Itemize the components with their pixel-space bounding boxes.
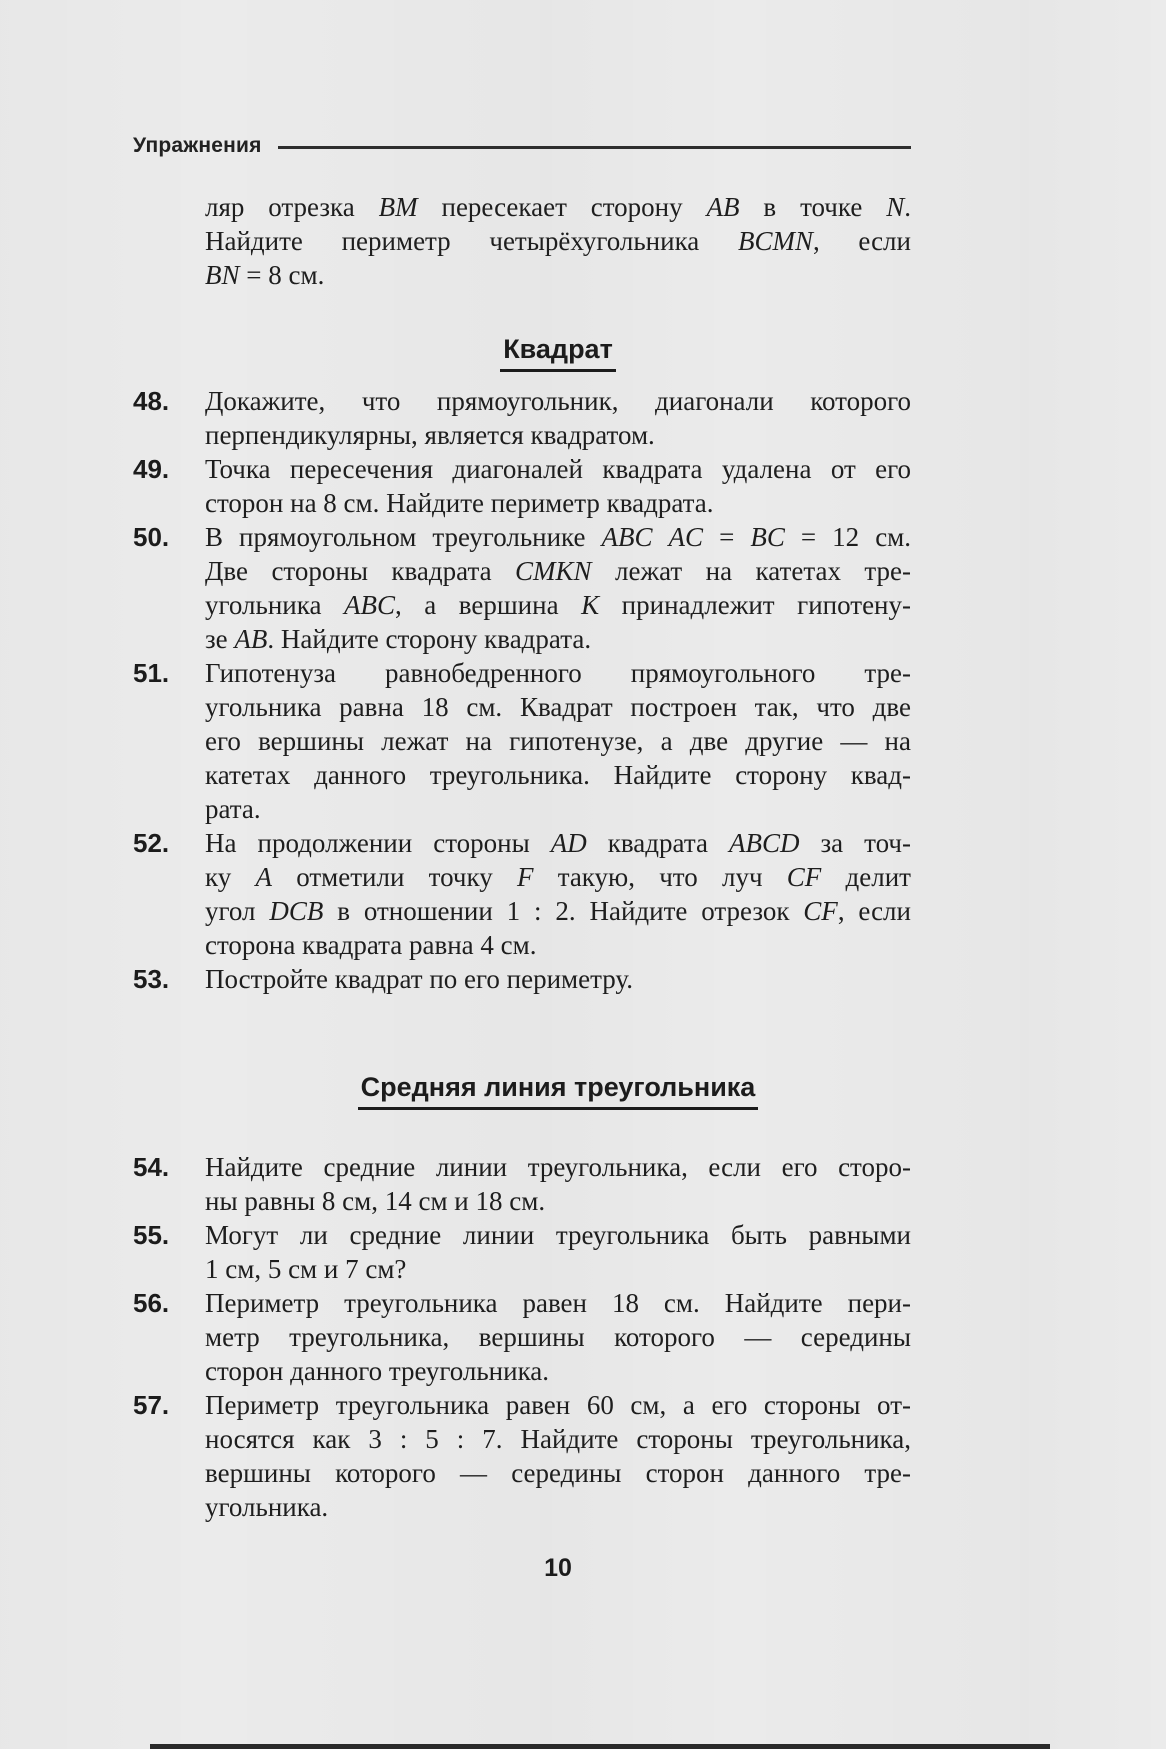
problem-number: 55. <box>133 1220 170 1250</box>
problem-list-srednyaya-liniya <box>133 1150 911 1524</box>
problem-49 <box>133 452 911 520</box>
text-line: его вершины лежат на гипотенузе, а две другие — на <box>205 726 911 756</box>
text-line: сторон на 8 см. Найдите периметр квадрата. <box>205 488 714 518</box>
page-header <box>133 134 911 158</box>
textbook-page <box>133 134 911 1583</box>
section-title-kvadrat <box>205 334 911 372</box>
problem-56 <box>133 1286 911 1388</box>
problem-text <box>205 520 911 656</box>
problem-48 <box>133 384 911 452</box>
problem-text <box>205 1286 911 1388</box>
text-line: угольника равна 18 см. Квадрат построен так, что две <box>205 692 911 722</box>
text-line: метр треугольника, вершины которого — середины <box>205 1322 911 1352</box>
problem-57 <box>133 1388 911 1524</box>
text-line: Периметр треугольника равен 18 см. Найдите пери- <box>205 1288 911 1318</box>
problem-number: 56. <box>133 1288 170 1318</box>
text-line: Могут ли средние линии треугольника быть равными <box>205 1220 911 1250</box>
problem-text <box>205 1150 911 1218</box>
text-line: В прямоугольном треугольнике ABC AC = BC = 12 см. <box>205 522 912 552</box>
problem-51 <box>133 656 911 826</box>
problem-text <box>205 1218 911 1286</box>
text-line: Найдите периметр четырёхугольника BCMN, если <box>205 226 911 256</box>
problem-55 <box>133 1218 911 1286</box>
text-line: Докажите, что прямоугольник, диагонали которого <box>205 386 911 416</box>
text-line: сторона квадрата равна 4 см. <box>205 930 537 960</box>
intro-paragraph <box>205 190 911 292</box>
text-line: катетах данного треугольника. Найдите сторону квад- <box>205 760 911 790</box>
header-rule <box>278 146 911 149</box>
text-line: Найдите средние линии треугольника, если его сторо- <box>205 1152 911 1182</box>
problem-number: 51. <box>133 658 170 688</box>
text-line: носятся как 3 : 5 : 7. Найдите стороны треугольника, <box>205 1424 911 1454</box>
problem-text <box>205 962 911 996</box>
page-number: 10 <box>544 1554 572 1582</box>
problem-54 <box>133 1150 911 1218</box>
text-line: перпендикулярны, является квадратом. <box>205 420 655 450</box>
section-title-text: Средняя линия треугольника <box>358 1072 759 1110</box>
problem-number: 57. <box>133 1390 170 1420</box>
text-line: Постройте квадрат по его периметру. <box>205 964 633 994</box>
problem-52 <box>133 826 911 962</box>
text-line: BN = 8 см. <box>205 260 325 290</box>
text-line: Две стороны квадрата CMKN лежат на катетах тре- <box>205 556 912 586</box>
text-line: угольника. <box>205 1492 329 1522</box>
text-line: сторон данного треугольника. <box>205 1356 550 1386</box>
page-header-label: Упражнения <box>133 134 262 157</box>
text-line: зе AB. Найдите сторону квадрата. <box>205 624 592 654</box>
text-line: На продолжении стороны AD квадрата ABCD за точ- <box>205 828 912 858</box>
text-line: ку A отметили точку F такую, что луч CF делит <box>205 862 911 892</box>
problem-53 <box>133 962 911 996</box>
section-title-text: Квадрат <box>500 334 616 372</box>
problem-text <box>205 452 911 520</box>
text-line: рата. <box>205 794 261 824</box>
problem-number: 49. <box>133 454 170 484</box>
text-line: угол DCB в отношении 1 : 2. Найдите отрезок CF, если <box>205 896 911 926</box>
text-line: Гипотенуза равнобедренного прямоугольного тре- <box>205 658 911 688</box>
problem-number: 52. <box>133 828 170 858</box>
text-line: ляр отрезка BM пересекает сторону AB в точке N. <box>205 192 911 222</box>
problem-number: 48. <box>133 386 170 416</box>
section-title-srednyaya-liniya <box>205 1072 911 1110</box>
problem-text <box>205 656 911 826</box>
text-line: вершины которого — середины сторон данного тре- <box>205 1458 911 1488</box>
problem-text <box>205 826 911 962</box>
scan-edge-artifact <box>150 1744 1050 1749</box>
problem-number: 54. <box>133 1152 170 1182</box>
problem-list-kvadrat <box>133 384 911 996</box>
text-line: угольника ABC, а вершина K принадлежит гипотену- <box>205 590 911 620</box>
text-line: 1 см, 5 см и 7 см? <box>205 1254 407 1284</box>
text-line: Точка пересечения диагоналей квадрата удалена от его <box>205 454 911 484</box>
problem-text <box>205 384 911 452</box>
text-line: ны равны 8 см, 14 см и 18 см. <box>205 1186 546 1216</box>
problem-text <box>205 1388 911 1524</box>
problem-number: 50. <box>133 522 170 552</box>
problem-number: 53. <box>133 964 170 994</box>
problem-50 <box>133 520 911 656</box>
text-line: Периметр треугольника равен 60 см, а его стороны от- <box>205 1390 911 1420</box>
